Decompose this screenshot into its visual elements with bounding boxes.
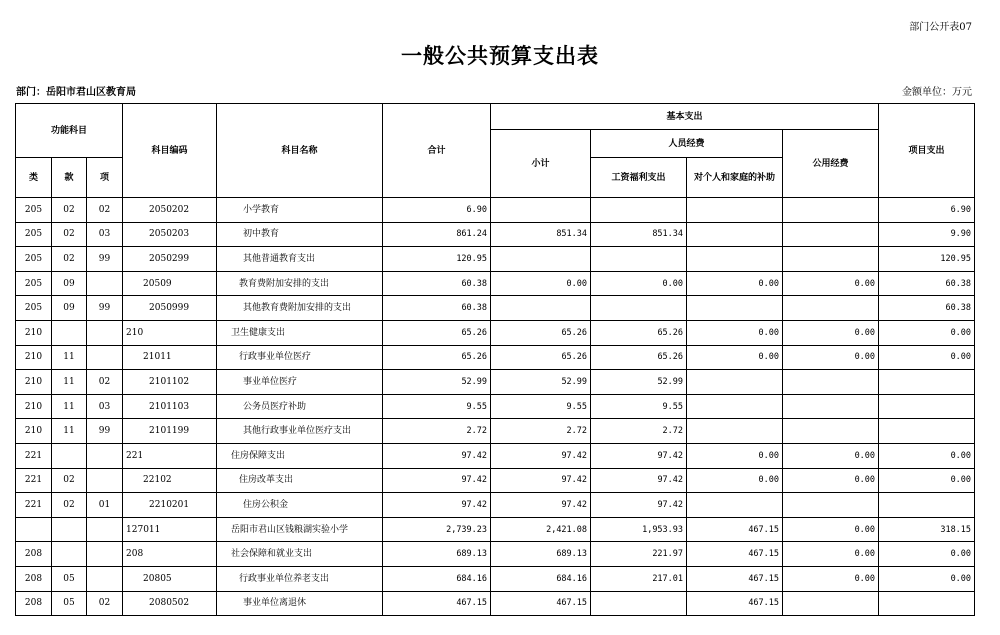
- xiang-cell: [87, 517, 123, 542]
- total-cell: 684.16: [383, 566, 491, 591]
- salary-cell: 851.34: [591, 222, 687, 247]
- lei-cell: 221: [16, 468, 52, 493]
- table-row: [16, 517, 975, 542]
- header-kuan: 款: [52, 158, 87, 198]
- salary-cell: 9.55: [591, 394, 687, 419]
- name-cell: 事业单位医疗: [217, 370, 383, 395]
- subtotal-cell: 97.42: [491, 493, 591, 518]
- salary-cell: 217.01: [591, 566, 687, 591]
- code-cell: 127011: [123, 517, 217, 542]
- header-code: 科目编码: [123, 104, 217, 198]
- form-code: 部门公开表07: [909, 22, 972, 33]
- budget-table: [15, 103, 975, 616]
- project-cell: [879, 591, 975, 616]
- name-cell: 岳阳市君山区钱粮湖实验小学: [217, 517, 383, 542]
- family-cell: 467.15: [687, 517, 783, 542]
- project-cell: 0.00: [879, 345, 975, 370]
- xiang-cell: [87, 566, 123, 591]
- xiang-cell: 99: [87, 247, 123, 272]
- kuan-cell: 02: [52, 493, 87, 518]
- table-row: [16, 247, 975, 272]
- name-cell: 行政事业单位医疗: [217, 345, 383, 370]
- total-cell: 52.99: [383, 370, 491, 395]
- kuan-cell: 09: [52, 271, 87, 296]
- public-cell: [783, 198, 879, 223]
- code-cell: 2101103: [123, 394, 217, 419]
- code-cell: 2050299: [123, 247, 217, 272]
- family-cell: 467.15: [687, 591, 783, 616]
- family-cell: 467.15: [687, 542, 783, 567]
- table-row: [16, 419, 975, 444]
- name-cell: 行政事业单位养老支出: [217, 566, 383, 591]
- project-cell: 0.00: [879, 320, 975, 345]
- name-cell: 其他普通教育支出: [217, 247, 383, 272]
- kuan-cell: [52, 443, 87, 468]
- salary-cell: 65.26: [591, 320, 687, 345]
- table-header: [16, 104, 975, 198]
- public-cell: 0.00: [783, 566, 879, 591]
- family-cell: [687, 198, 783, 223]
- public-cell: [783, 247, 879, 272]
- code-cell: 2210201: [123, 493, 217, 518]
- public-cell: 0.00: [783, 517, 879, 542]
- total-cell: 65.26: [383, 320, 491, 345]
- subtotal-cell: 52.99: [491, 370, 591, 395]
- salary-cell: 97.42: [591, 443, 687, 468]
- total-cell: 467.15: [383, 591, 491, 616]
- code-cell: 2050202: [123, 198, 217, 223]
- name-cell: 教育费附加安排的支出: [217, 271, 383, 296]
- subtotal-cell: 2,421.08: [491, 517, 591, 542]
- code-cell: 2101199: [123, 419, 217, 444]
- name-cell: 其他教育费附加安排的支出: [217, 296, 383, 321]
- project-cell: [879, 493, 975, 518]
- lei-cell: 221: [16, 493, 52, 518]
- xiang-cell: 99: [87, 419, 123, 444]
- public-cell: 0.00: [783, 271, 879, 296]
- lei-cell: [16, 517, 52, 542]
- lei-cell: 210: [16, 320, 52, 345]
- xiang-cell: [87, 542, 123, 567]
- total-cell: 65.26: [383, 345, 491, 370]
- public-cell: [783, 222, 879, 247]
- table-row: [16, 468, 975, 493]
- lei-cell: 210: [16, 345, 52, 370]
- total-cell: 97.42: [383, 443, 491, 468]
- project-cell: 60.38: [879, 296, 975, 321]
- salary-cell: 2.72: [591, 419, 687, 444]
- kuan-cell: 02: [52, 247, 87, 272]
- lei-cell: 210: [16, 419, 52, 444]
- lei-cell: 221: [16, 443, 52, 468]
- code-cell: 20509: [123, 271, 217, 296]
- salary-cell: 65.26: [591, 345, 687, 370]
- subtotal-cell: [491, 198, 591, 223]
- subtotal-cell: [491, 296, 591, 321]
- family-cell: [687, 493, 783, 518]
- lei-cell: 205: [16, 271, 52, 296]
- code-cell: 2050203: [123, 222, 217, 247]
- code-cell: 2101102: [123, 370, 217, 395]
- salary-cell: 0.00: [591, 271, 687, 296]
- kuan-cell: [52, 517, 87, 542]
- public-cell: 0.00: [783, 542, 879, 567]
- family-cell: [687, 370, 783, 395]
- code-cell: 2050999: [123, 296, 217, 321]
- project-cell: 0.00: [879, 542, 975, 567]
- header-project: 项目支出: [879, 104, 975, 198]
- xiang-cell: [87, 468, 123, 493]
- family-cell: 467.15: [687, 566, 783, 591]
- subtotal-cell: 65.26: [491, 320, 591, 345]
- name-cell: 社会保障和就业支出: [217, 542, 383, 567]
- total-cell: 9.55: [383, 394, 491, 419]
- header-family: 对个人和家庭的补助: [687, 158, 783, 198]
- public-cell: [783, 370, 879, 395]
- table-row: [16, 370, 975, 395]
- code-cell: 208: [123, 542, 217, 567]
- kuan-cell: 05: [52, 591, 87, 616]
- family-cell: 0.00: [687, 443, 783, 468]
- family-cell: 0.00: [687, 320, 783, 345]
- total-cell: 97.42: [383, 468, 491, 493]
- lei-cell: 210: [16, 394, 52, 419]
- lei-cell: 205: [16, 222, 52, 247]
- name-cell: 其他行政事业单位医疗支出: [217, 419, 383, 444]
- name-cell: 卫生健康支出: [217, 320, 383, 345]
- subtotal-cell: 2.72: [491, 419, 591, 444]
- table-row: [16, 493, 975, 518]
- public-cell: 0.00: [783, 320, 879, 345]
- subtotal-cell: 97.42: [491, 443, 591, 468]
- public-cell: 0.00: [783, 443, 879, 468]
- total-cell: 689.13: [383, 542, 491, 567]
- total-cell: 2,739.23: [383, 517, 491, 542]
- total-cell: 2.72: [383, 419, 491, 444]
- table-row: [16, 345, 975, 370]
- family-cell: 0.00: [687, 271, 783, 296]
- total-cell: 60.38: [383, 271, 491, 296]
- xiang-cell: 99: [87, 296, 123, 321]
- project-cell: 318.15: [879, 517, 975, 542]
- xiang-cell: [87, 345, 123, 370]
- kuan-cell: 02: [52, 468, 87, 493]
- subtotal-cell: 97.42: [491, 468, 591, 493]
- project-cell: 9.90: [879, 222, 975, 247]
- public-cell: [783, 591, 879, 616]
- code-cell: 20805: [123, 566, 217, 591]
- table-row: [16, 296, 975, 321]
- subtotal-cell: 467.15: [491, 591, 591, 616]
- name-cell: 初中教育: [217, 222, 383, 247]
- salary-cell: [591, 296, 687, 321]
- total-cell: 861.24: [383, 222, 491, 247]
- subtotal-cell: 65.26: [491, 345, 591, 370]
- xiang-cell: 02: [87, 591, 123, 616]
- name-cell: 公务员医疗补助: [217, 394, 383, 419]
- code-cell: 221: [123, 443, 217, 468]
- lei-cell: 208: [16, 591, 52, 616]
- project-cell: 120.95: [879, 247, 975, 272]
- header-total: 合计: [383, 104, 491, 198]
- header-func-subject: 功能科目: [16, 104, 123, 158]
- kuan-cell: 02: [52, 222, 87, 247]
- table-row: [16, 198, 975, 223]
- subtotal-cell: 0.00: [491, 271, 591, 296]
- project-cell: 0.00: [879, 566, 975, 591]
- table-row: [16, 271, 975, 296]
- lei-cell: 208: [16, 542, 52, 567]
- salary-cell: 97.42: [591, 493, 687, 518]
- public-cell: [783, 296, 879, 321]
- family-cell: [687, 394, 783, 419]
- project-cell: 60.38: [879, 271, 975, 296]
- name-cell: 住房保障支出: [217, 443, 383, 468]
- salary-cell: [591, 198, 687, 223]
- subtotal-cell: 9.55: [491, 394, 591, 419]
- lei-cell: 205: [16, 198, 52, 223]
- family-cell: [687, 419, 783, 444]
- xiang-cell: [87, 271, 123, 296]
- name-cell: 事业单位离退休: [217, 591, 383, 616]
- subtotal-cell: 689.13: [491, 542, 591, 567]
- total-cell: 60.38: [383, 296, 491, 321]
- salary-cell: 221.97: [591, 542, 687, 567]
- project-cell: 6.90: [879, 198, 975, 223]
- salary-cell: 97.42: [591, 468, 687, 493]
- name-cell: 小学教育: [217, 198, 383, 223]
- header-basic: 基本支出: [491, 104, 879, 130]
- table-row: [16, 394, 975, 419]
- subtotal-cell: 684.16: [491, 566, 591, 591]
- table-row: [16, 542, 975, 567]
- header-lei: 类: [16, 158, 52, 198]
- kuan-cell: 02: [52, 198, 87, 223]
- kuan-cell: 11: [52, 345, 87, 370]
- name-cell: 住房公积金: [217, 493, 383, 518]
- table-body: [16, 198, 975, 616]
- kuan-cell: 11: [52, 394, 87, 419]
- code-cell: 210: [123, 320, 217, 345]
- page-title: 一般公共预算支出表: [401, 43, 599, 68]
- name-cell: 住房改革支出: [217, 468, 383, 493]
- xiang-cell: 03: [87, 222, 123, 247]
- header-subtotal: 小计: [491, 130, 591, 198]
- table-row: [16, 320, 975, 345]
- kuan-cell: 11: [52, 419, 87, 444]
- project-cell: 0.00: [879, 443, 975, 468]
- family-cell: 0.00: [687, 345, 783, 370]
- table-row: [16, 566, 975, 591]
- table-row: [16, 222, 975, 247]
- header-xiang: 项: [87, 158, 123, 198]
- public-cell: [783, 493, 879, 518]
- xiang-cell: [87, 443, 123, 468]
- xiang-cell: 03: [87, 394, 123, 419]
- header-public: 公用经费: [783, 130, 879, 198]
- code-cell: 22102: [123, 468, 217, 493]
- project-cell: [879, 419, 975, 444]
- xiang-cell: 01: [87, 493, 123, 518]
- subtotal-cell: [491, 247, 591, 272]
- family-cell: [687, 247, 783, 272]
- total-cell: 6.90: [383, 198, 491, 223]
- header-salary: 工资福利支出: [591, 158, 687, 198]
- subtotal-cell: 851.34: [491, 222, 591, 247]
- header-name: 科目名称: [217, 104, 383, 198]
- salary-cell: 1,953.93: [591, 517, 687, 542]
- lei-cell: 210: [16, 370, 52, 395]
- public-cell: [783, 394, 879, 419]
- lei-cell: 205: [16, 247, 52, 272]
- kuan-cell: 11: [52, 370, 87, 395]
- total-cell: 120.95: [383, 247, 491, 272]
- project-cell: [879, 370, 975, 395]
- department-label: 部门：岳阳市君山区教育局: [16, 87, 136, 98]
- table-row: [16, 591, 975, 616]
- family-cell: [687, 296, 783, 321]
- table-row: [16, 443, 975, 468]
- salary-cell: 52.99: [591, 370, 687, 395]
- salary-cell: [591, 591, 687, 616]
- public-cell: 0.00: [783, 468, 879, 493]
- total-cell: 97.42: [383, 493, 491, 518]
- project-cell: [879, 394, 975, 419]
- kuan-cell: 05: [52, 566, 87, 591]
- lei-cell: 205: [16, 296, 52, 321]
- header-personnel: 人员经费: [591, 130, 783, 158]
- public-cell: [783, 419, 879, 444]
- xiang-cell: 02: [87, 198, 123, 223]
- family-cell: [687, 222, 783, 247]
- salary-cell: [591, 247, 687, 272]
- kuan-cell: [52, 320, 87, 345]
- xiang-cell: [87, 320, 123, 345]
- project-cell: 0.00: [879, 468, 975, 493]
- code-cell: 21011: [123, 345, 217, 370]
- xiang-cell: 02: [87, 370, 123, 395]
- public-cell: 0.00: [783, 345, 879, 370]
- code-cell: 2080502: [123, 591, 217, 616]
- kuan-cell: 09: [52, 296, 87, 321]
- family-cell: 0.00: [687, 468, 783, 493]
- amount-unit-label: 金额单位：万元: [902, 87, 972, 98]
- lei-cell: 208: [16, 566, 52, 591]
- kuan-cell: [52, 542, 87, 567]
